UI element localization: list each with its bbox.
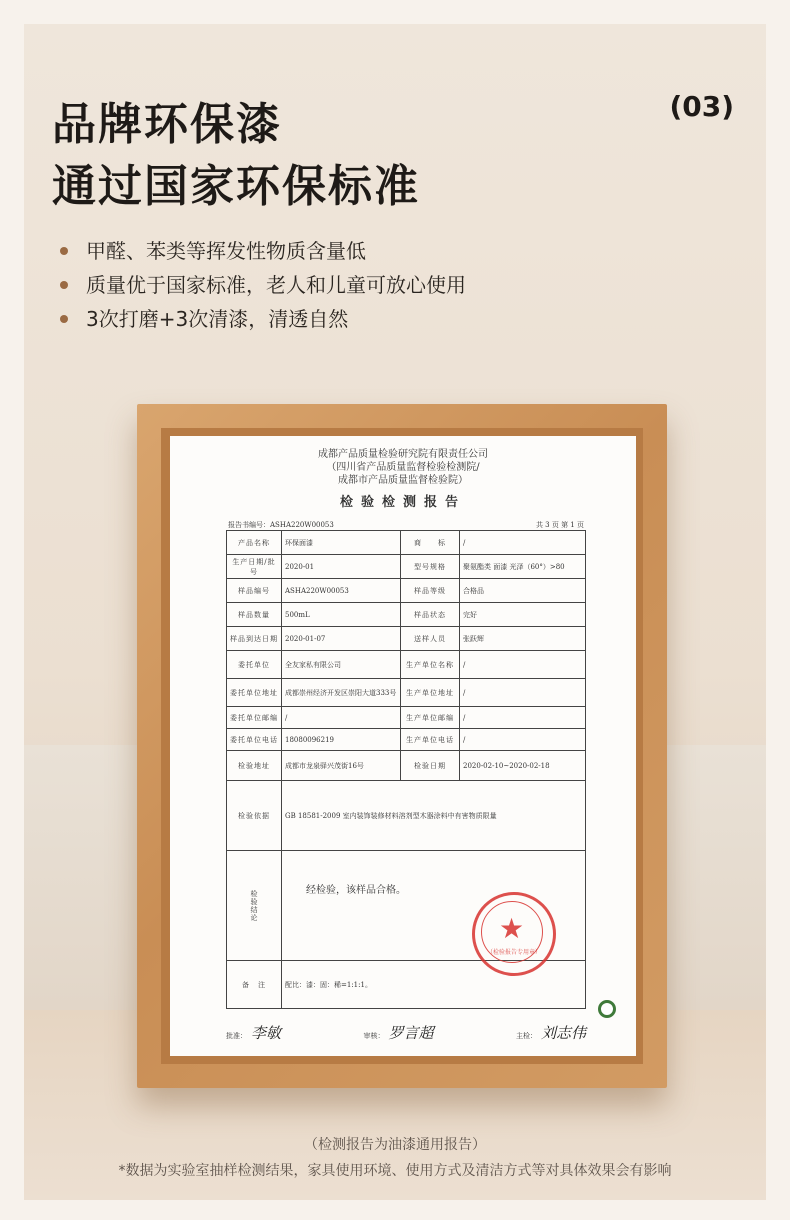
headline-line-1: 品牌环保漆 [52, 99, 282, 150]
table-row: 检验地址 成都市龙泉驿兴茂街16号 检验日期 2020-02-10~2020-02-18 [227, 751, 586, 781]
feature-item: 质量优于国家标准，老人和儿童可放心使用 [60, 268, 466, 302]
headline-line-2: 通过国家环保标准 [52, 161, 420, 212]
test-report-document [170, 436, 636, 1056]
table-row: 委托单位地址 成都崇州经济开发区崇阳大道333号 生产单位地址 / [227, 679, 586, 707]
bullet-dot-icon [60, 315, 68, 323]
table-row: 检验依据 GB 18581-2009 室内装饰装修材料溶剂型木器涂料中有害物质限量 [227, 781, 586, 851]
table-row: 生产日期/批号 2020-01 型号规格 聚氨酯类 面漆 光泽（60°）>80 [227, 555, 586, 579]
table-row: 委托单位 全友家私有限公司 生产单位名称 / [227, 651, 586, 679]
table-row: 委托单位邮编 / 生产单位邮编 / [227, 707, 586, 729]
table-row: 样品数量 500mL 样品状态 完好 [227, 603, 586, 627]
report-title: 检验检测报告 [339, 495, 466, 510]
report-org-header: 成都产品质量检验研究院有限责任公司 （四川省产品质量监督检验检测院/ 成都市产品质量监督检验院） [318, 449, 488, 486]
page-info: 共 3 页 第 1 页 [535, 521, 584, 529]
bullet-dot-icon [60, 281, 68, 289]
approver-signature: 李敏 [251, 1024, 282, 1042]
report-number: 报告书编号：ASHA220W00053 [228, 521, 334, 529]
feature-item: 甲醛、苯类等挥发性物质含量低 [60, 234, 466, 268]
reviewer-signature: 罗言超 [388, 1024, 434, 1042]
table-row: 检验结论 经检验，该样品合格。 [227, 851, 586, 961]
table-row: 委托单位电话 18080096219 生产单位电话 / [227, 729, 586, 751]
feature-list [60, 234, 466, 336]
frame-hole-icon [598, 1000, 616, 1018]
section-index: (03) [669, 90, 734, 123]
bullet-dot-icon [60, 247, 68, 255]
official-seal-stamp [472, 892, 556, 976]
table-row: 产品名称 环保面漆 商 标 / [227, 531, 586, 555]
seal-text: （检验报告专用章） [486, 949, 541, 956]
table-row: 备 注 配比：漆：固：稀=1:1:1。 [227, 961, 586, 1009]
table-row: 样品到达日期 2020-01-07 送样人员 张跃辉 [227, 627, 586, 651]
footer-note-1: （检测报告为油漆通用报告） [304, 1137, 486, 1153]
signature-row: 批准： 李敏 审核： 罗言超 主检： 刘志伟 [226, 1024, 586, 1042]
report-meta [228, 520, 584, 530]
tester-signature: 刘志伟 [540, 1024, 586, 1042]
feature-item: 3次打磨+3次清漆，清透自然 [60, 302, 466, 336]
star-icon: ★ [499, 912, 525, 945]
footer-note-2: *数据为实验室抽样检测结果，家具使用环境、使用方式及清洁方式等对具体效果会有影响 [118, 1163, 672, 1179]
table-row: 样品编号 ASHA220W00053 样品等级 合格品 [227, 579, 586, 603]
